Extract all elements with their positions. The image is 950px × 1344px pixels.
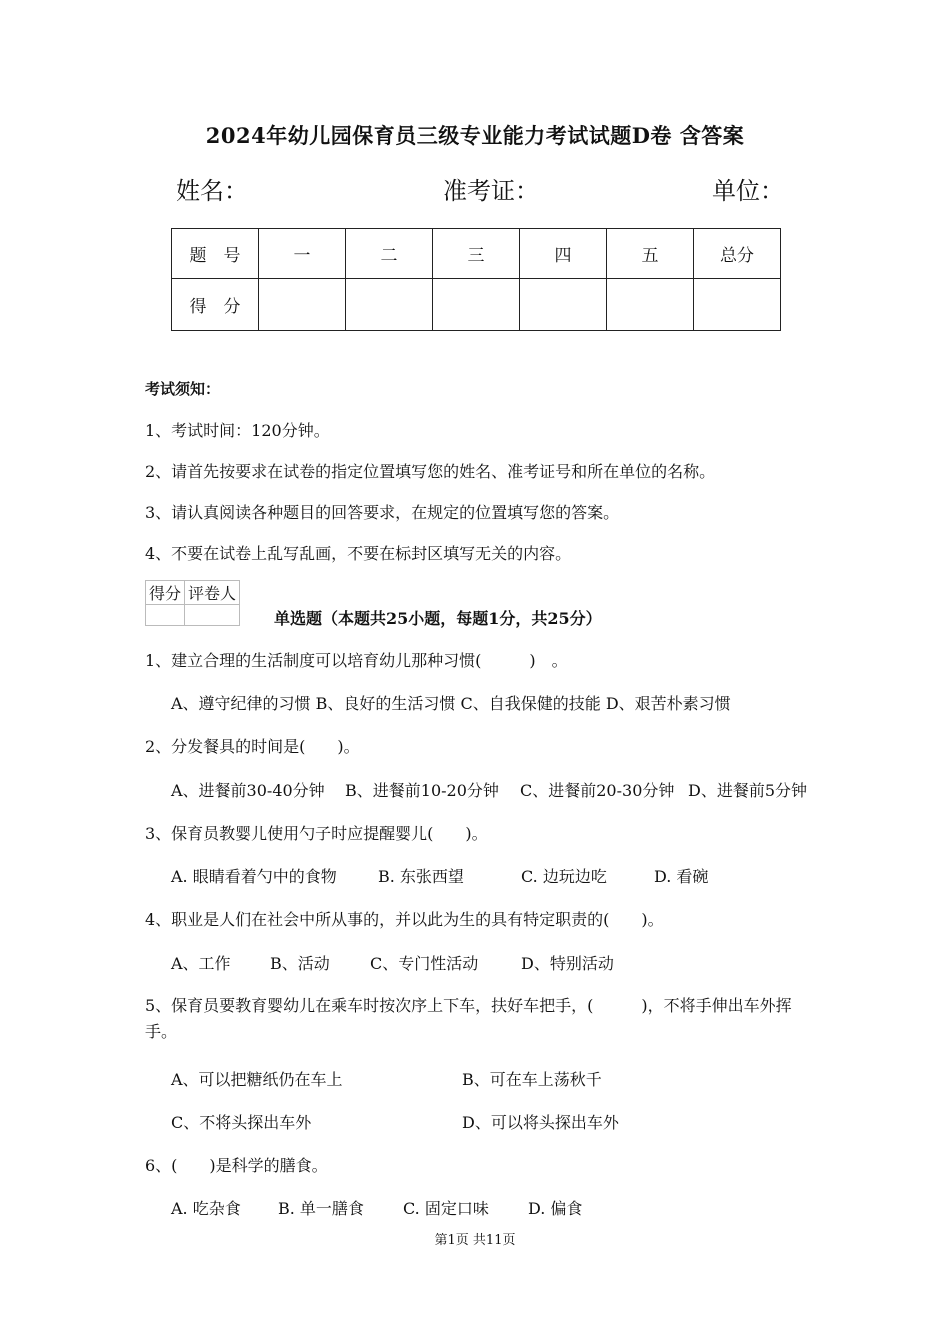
option-a: A. 吃杂食 xyxy=(171,1199,241,1218)
score-row-label: 得 分 xyxy=(172,279,259,331)
option-b: B、可在车上荡秋千 xyxy=(462,1070,602,1089)
score-cell[interactable] xyxy=(607,279,694,331)
option-c: C. 边玩边吃 xyxy=(521,867,607,886)
notice-item: 3、请认真阅读各种题目的回答要求，在规定的位置填写您的答案。 xyxy=(145,503,620,522)
section-title: 单选题（本题共25小题，每题1分，共25分） xyxy=(274,609,602,628)
grader-score-cell[interactable] xyxy=(146,605,185,626)
option-b: B. 单一膳食 xyxy=(278,1199,364,1218)
score-header-cell: 二 xyxy=(346,229,433,279)
option-b: B、进餐前10-20分钟 xyxy=(345,781,499,800)
grader-box xyxy=(145,580,240,626)
score-cell[interactable] xyxy=(694,279,781,331)
score-cell[interactable] xyxy=(346,279,433,331)
question-text: 2、分发餐具的时间是( )。 xyxy=(145,737,360,756)
option-a: A. 眼睛看着勺中的食物 xyxy=(171,867,337,886)
exam-id-label: 准考证： xyxy=(443,177,539,205)
option-d: D、进餐前5分钟 xyxy=(688,781,808,800)
option-d: D. 偏食 xyxy=(528,1199,583,1218)
question-text: 1、建立合理的生活制度可以培育幼儿那种习惯( ) 。 xyxy=(145,651,568,670)
question-text: 6、( )是科学的膳食。 xyxy=(145,1156,328,1175)
option-c: C. 固定口味 xyxy=(403,1199,489,1218)
grader-score-label: 得分 xyxy=(146,581,185,605)
page-footer: 第1页 共11页 xyxy=(434,1233,516,1248)
option-b: B、活动 xyxy=(270,954,330,973)
score-table xyxy=(171,228,781,331)
option-a: A、工作 xyxy=(171,954,231,973)
option-d: D、特别活动 xyxy=(521,954,614,973)
question-text: 4、职业是人们在社会中所从事的，并以此为生的具有特定职责的( )。 xyxy=(145,910,664,929)
score-cell[interactable] xyxy=(520,279,607,331)
score-header-cell: 四 xyxy=(520,229,607,279)
option-c: C、不将头探出车外 xyxy=(171,1113,312,1132)
option-c: C、进餐前20-30分钟 xyxy=(520,781,675,800)
option-d: D. 看碗 xyxy=(654,867,709,886)
notice-item: 1、考试时间：120分钟。 xyxy=(145,421,330,440)
grader-reviewer-cell[interactable] xyxy=(185,605,240,626)
page-title: 2024年幼儿园保育员三级专业能力考试试题D卷 含答案 xyxy=(205,123,745,148)
score-header-cell: 三 xyxy=(433,229,520,279)
option-line: A、遵守纪律的习惯 B、良好的生活习惯 C、自我保健的技能 D、艰苦朴素习惯 xyxy=(171,694,731,713)
question-text: 5、保育员要教育婴幼儿在乘车时按次序上下车，扶好车把手，( )，不将手伸出车外挥手。 xyxy=(145,996,792,1041)
score-header-cell: 题 号 xyxy=(172,229,259,279)
notice-title: 考试须知： xyxy=(145,380,221,398)
score-cell[interactable] xyxy=(433,279,520,331)
option-b: B. 东张西望 xyxy=(378,867,464,886)
unit-label: 单位： xyxy=(712,177,784,205)
score-cell[interactable] xyxy=(259,279,346,331)
option-d: D、可以将头探出车外 xyxy=(462,1113,619,1132)
score-table-header-row xyxy=(172,229,781,279)
score-header-cell: 五 xyxy=(607,229,694,279)
score-table-score-row xyxy=(172,279,781,331)
option-c: C、专门性活动 xyxy=(370,954,479,973)
score-header-cell: 总分 xyxy=(694,229,781,279)
notice-item: 2、请首先按要求在试卷的指定位置填写您的姓名、准考证号和所在单位的名称。 xyxy=(145,462,716,481)
grader-reviewer-label: 评卷人 xyxy=(185,581,240,605)
question-text: 3、保育员教婴儿使用勺子时应提醒婴儿( )。 xyxy=(145,824,488,843)
option-a: A、可以把糖纸仍在车上 xyxy=(171,1070,343,1089)
notice-item: 4、不要在试卷上乱写乱画，不要在标封区填写无关的内容。 xyxy=(145,544,572,563)
name-label: 姓名： xyxy=(176,177,248,205)
score-header-cell: 一 xyxy=(259,229,346,279)
option-a: A、进餐前30-40分钟 xyxy=(171,781,325,800)
